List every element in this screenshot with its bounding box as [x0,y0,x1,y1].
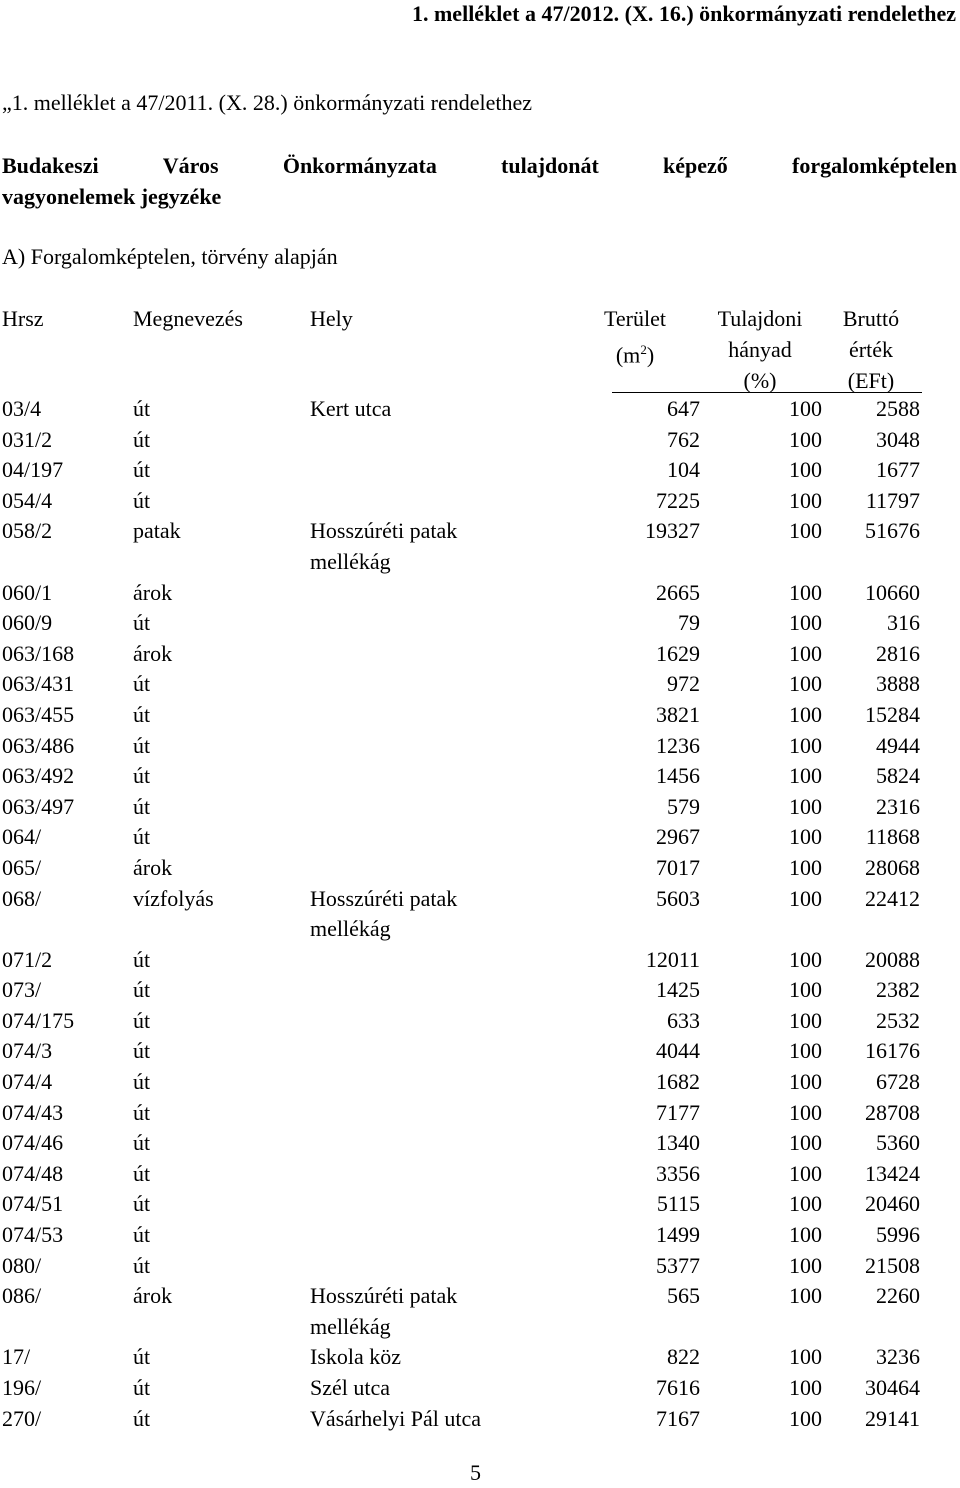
cell-hrsz: 074/48 [2,1160,64,1186]
cell-hrsz: 063/492 [2,763,75,789]
cell-megnevezes: út [133,1160,151,1186]
table-row [0,455,960,486]
cell-brutto: 5824 [876,763,920,789]
cell-megnevezes: út [133,1375,151,1400]
cell-terulet: 7017 [656,854,700,880]
table-row [0,1404,960,1435]
table-row [0,1281,960,1342]
cell-brutto: 13424 [865,1160,920,1186]
table-row [0,945,960,976]
table-row [0,1036,960,1067]
table-row [0,884,960,945]
column-header-tulajdoni-line2: hányad [728,337,792,362]
column-header-tulajdoni-line3: (%) [743,368,777,393]
cell-hrsz: 063/431 [2,671,75,697]
cell-brutto: 2316 [876,793,920,819]
table-row [0,516,960,577]
cell-terulet: 12011 [645,946,700,972]
cell-terulet: 1682 [656,1069,700,1095]
cell-tulajdoni: 100 [789,579,822,605]
cell-terulet: 3821 [656,701,700,727]
annex-previous-reference: „1. melléklet a 47/2011. (X. 28.) önkormányzati rendelethez [2,90,533,115]
cell-terulet: 7167 [656,1405,700,1431]
cell-brutto: 16176 [865,1038,920,1064]
table-row [0,731,960,762]
cell-hrsz: 054/4 [2,487,53,513]
cell-hrsz: 080/ [2,1252,42,1278]
terulet-unit-open: (m [615,342,641,368]
cell-megnevezes: árok [133,1283,173,1309]
document-heading [2,150,957,212]
cell-hrsz: 074/3 [2,1038,53,1064]
cell-hrsz: 063/486 [2,732,75,758]
cell-terulet: 1425 [656,977,700,1003]
cell-hely-line1: Szél utca [310,1375,391,1400]
cell-tulajdoni: 100 [789,487,822,513]
table-row [0,669,960,700]
cell-tulajdoni: 100 [789,1344,822,1370]
cell-megnevezes: út [133,426,151,452]
cell-hely-line1: Kert utca [310,396,392,421]
cell-tulajdoni: 100 [789,1222,822,1248]
heading-word: forgalomképtelen [792,153,957,178]
cell-terulet: 7225 [656,487,700,513]
table-row [0,1159,960,1190]
cell-megnevezes: út [133,1130,151,1156]
heading-line-2: vagyonelemek jegyzéke [2,184,222,209]
cell-tulajdoni: 100 [789,824,822,850]
table-row [0,1067,960,1098]
cell-terulet: 633 [667,1007,700,1033]
cell-terulet: 1499 [656,1222,700,1248]
cell-terulet: 1629 [656,640,700,666]
heading-word: tulajdonát [501,153,599,178]
cell-megnevezes: út [133,1099,151,1125]
cell-brutto: 30464 [865,1375,920,1400]
cell-hrsz: 071/2 [2,946,53,972]
cell-brutto: 2588 [876,396,920,421]
cell-hrsz: 031/2 [2,426,53,452]
cell-tulajdoni: 100 [789,426,822,452]
cell-terulet: 579 [667,793,700,819]
cell-megnevezes: árok [133,640,173,666]
cell-terulet: 3356 [656,1160,700,1186]
cell-brutto: 2816 [876,640,920,666]
table-row [0,1373,960,1404]
column-header-terulet-line1: Terület [604,306,666,331]
column-header-tulajdoni [700,303,820,396]
cell-hrsz: 270/ [2,1405,42,1431]
table-row [0,1006,960,1037]
cell-hrsz: 068/ [2,885,42,911]
cell-brutto: 2532 [876,1007,920,1033]
cell-terulet: 972 [667,671,700,697]
column-header-brutto-line3: (EFt) [847,368,895,393]
cell-hely-line1: Hosszúréti patak [310,1283,458,1309]
cell-hrsz: 063/455 [2,701,75,727]
cell-tulajdoni: 100 [789,854,822,880]
cell-tulajdoni: 100 [789,396,822,421]
table-body [0,394,960,1434]
cell-tulajdoni: 100 [789,1130,822,1156]
cell-terulet: 5377 [656,1252,700,1278]
cell-tulajdoni: 100 [789,518,822,544]
table-row [0,394,960,425]
cell-tulajdoni: 100 [789,1375,822,1400]
column-header-terulet [585,303,685,370]
cell-megnevezes: út [133,824,151,850]
cell-hely [310,516,457,577]
cell-brutto: 1677 [876,457,920,483]
cell-hely-line1: Hosszúréti patak [310,885,458,911]
cell-terulet: 79 [678,610,700,636]
cell-terulet: 647 [667,396,700,421]
cell-hely [310,1342,401,1373]
cell-megnevezes: árok [133,854,173,880]
cell-hrsz: 073/ [2,977,42,1003]
cell-terulet: 7177 [656,1099,700,1125]
cell-megnevezes: út [133,732,151,758]
cell-megnevezes: út [133,1344,151,1370]
cell-tulajdoni: 100 [789,610,822,636]
column-header-hrsz: Hrsz [2,306,44,331]
cell-terulet: 762 [667,426,700,452]
cell-tulajdoni: 100 [789,885,822,911]
cell-tulajdoni: 100 [789,671,822,697]
table-row [0,1342,960,1373]
cell-hrsz: 063/497 [2,793,75,819]
cell-brutto: 28708 [865,1099,920,1125]
column-header-brutto-line1: Bruttó [842,306,900,331]
cell-megnevezes: út [133,701,151,727]
cell-hrsz: 065/ [2,854,42,880]
cell-hely-line2: mellékág [310,916,391,942]
heading-word: Önkormányzata [282,153,437,178]
cell-megnevezes: út [133,487,151,513]
table-row [0,1128,960,1159]
cell-terulet: 19327 [645,518,700,544]
cell-hrsz: 060/1 [2,579,53,605]
column-header-brutto-line2: érték [849,337,893,362]
cell-hrsz: 064/ [2,824,42,850]
cell-megnevezes: út [133,610,151,636]
cell-terulet: 822 [667,1344,700,1370]
cell-tulajdoni: 100 [789,1069,822,1095]
cell-megnevezes: út [133,1252,151,1278]
cell-terulet: 2665 [656,579,700,605]
cell-tulajdoni: 100 [789,457,822,483]
cell-megnevezes: út [133,1222,151,1248]
heading-line-1 [2,150,957,181]
cell-hrsz: 074/51 [2,1191,64,1217]
table-row [0,1189,960,1220]
cell-megnevezes: út [133,1007,151,1033]
section-title: A) Forgalomképtelen, törvény alapján [2,244,338,269]
cell-megnevezes: út [133,457,151,483]
column-header-tulajdoni-line1: Tulajdoni [717,306,803,331]
cell-tulajdoni: 100 [789,1160,822,1186]
cell-megnevezes: út [133,763,151,789]
cell-brutto: 10660 [865,579,920,605]
cell-hrsz: 063/168 [2,640,75,666]
cell-tulajdoni: 100 [789,640,822,666]
table-row [0,975,960,1006]
table-row [0,425,960,456]
table-row [0,1251,960,1282]
cell-brutto: 22412 [865,885,920,911]
table-row [0,853,960,884]
cell-brutto: 2382 [876,977,920,1003]
cell-brutto: 5360 [876,1130,920,1156]
cell-terulet: 104 [667,457,700,483]
cell-terulet: 5603 [656,885,700,911]
cell-tulajdoni: 100 [789,1191,822,1217]
cell-brutto: 11797 [865,487,920,513]
cell-megnevezes: út [133,1038,151,1064]
cell-hrsz: 074/43 [2,1099,64,1125]
heading-word: képező [663,153,728,178]
header-divider [612,392,922,393]
cell-tulajdoni: 100 [789,763,822,789]
cell-hrsz: 060/9 [2,610,53,636]
cell-brutto: 3048 [876,426,920,452]
cell-hrsz: 074/4 [2,1069,53,1095]
cell-tulajdoni: 100 [789,946,822,972]
cell-terulet: 5115 [656,1191,700,1217]
cell-hely-line2: mellékág [310,1313,391,1339]
cell-brutto: 11868 [865,824,920,850]
cell-brutto: 28068 [865,854,920,880]
column-header-hely: Hely [310,306,353,331]
cell-tulajdoni: 100 [789,1038,822,1064]
cell-megnevezes: út [133,1405,151,1431]
table-row [0,792,960,823]
cell-brutto: 20088 [865,946,920,972]
cell-brutto: 21508 [865,1252,920,1278]
cell-hrsz: 17/ [2,1344,31,1370]
page-number: 5 [470,1460,481,1485]
cell-megnevezes: út [133,1191,151,1217]
heading-word: Város [162,153,219,178]
table-row [0,761,960,792]
cell-terulet: 4044 [656,1038,700,1064]
cell-tulajdoni: 100 [789,701,822,727]
cell-brutto: 3236 [876,1344,920,1370]
column-header-megnevezes: Megnevezés [133,306,243,331]
cell-megnevezes: út [133,977,151,1003]
cell-megnevezes: út [133,946,151,972]
cell-hely [310,1404,481,1435]
cell-megnevezes: árok [133,579,173,605]
cell-brutto: 20460 [865,1191,920,1217]
cell-tulajdoni: 100 [789,732,822,758]
cell-megnevezes: vízfolyás [133,885,214,911]
cell-brutto: 15284 [865,701,920,727]
cell-hely-line1: Vásárhelyi Pál utca [310,1405,482,1431]
cell-brutto: 6728 [876,1069,920,1095]
cell-hely-line1: Iskola köz [310,1344,402,1370]
cell-hrsz: 086/ [2,1283,42,1309]
cell-brutto: 51676 [865,518,920,544]
cell-hely-line1: Hosszúréti patak [310,518,458,544]
cell-tulajdoni: 100 [789,1252,822,1278]
cell-tulajdoni: 100 [789,1405,822,1431]
cell-megnevezes: út [133,1069,151,1095]
terulet-unit-superscript: 2 [640,342,647,357]
cell-hrsz: 074/175 [2,1007,75,1033]
table-row [0,578,960,609]
cell-tulajdoni: 100 [789,793,822,819]
cell-tulajdoni: 100 [789,1283,822,1309]
cell-brutto: 2260 [876,1283,920,1309]
cell-hrsz: 074/53 [2,1222,64,1248]
table-row [0,700,960,731]
table-row [0,608,960,639]
cell-hely-line2: mellékág [310,548,391,574]
cell-hely [310,394,391,425]
cell-brutto: 316 [887,610,920,636]
cell-megnevezes: patak [133,518,181,544]
cell-tulajdoni: 100 [789,977,822,1003]
cell-brutto: 5996 [876,1222,920,1248]
column-header-brutto [825,303,917,396]
cell-hely [310,884,457,945]
cell-hrsz: 074/46 [2,1130,64,1156]
table-row [0,1098,960,1129]
table-row [0,486,960,517]
cell-terulet: 1340 [656,1130,700,1156]
table-header [0,303,960,391]
terulet-unit-close: ) [646,342,655,368]
cell-tulajdoni: 100 [789,1099,822,1125]
table-row [0,639,960,670]
cell-terulet: 2967 [656,824,700,850]
cell-hely [310,1373,390,1404]
annex-header: 1. melléklet a 47/2012. (X. 16.) önkormányzati rendelethez [411,1,956,26]
cell-megnevezes: út [133,793,151,819]
heading-word: Budakeszi [2,153,99,178]
cell-terulet: 7616 [656,1375,700,1400]
cell-hrsz: 04/197 [2,457,64,483]
cell-brutto: 29141 [865,1405,920,1431]
cell-terulet: 1236 [656,732,700,758]
cell-terulet: 565 [667,1283,700,1309]
cell-brutto: 3888 [876,671,920,697]
cell-megnevezes: út [133,671,151,697]
cell-hrsz: 196/ [2,1375,42,1400]
table-row [0,822,960,853]
cell-hrsz: 058/2 [2,518,53,544]
column-header-terulet-line2 [585,334,685,370]
cell-hely [310,1281,457,1342]
cell-tulajdoni: 100 [789,1007,822,1033]
table-row [0,1220,960,1251]
cell-brutto: 4944 [876,732,920,758]
cell-terulet: 1456 [656,763,700,789]
cell-megnevezes: út [133,396,151,421]
cell-hrsz: 03/4 [2,396,42,421]
